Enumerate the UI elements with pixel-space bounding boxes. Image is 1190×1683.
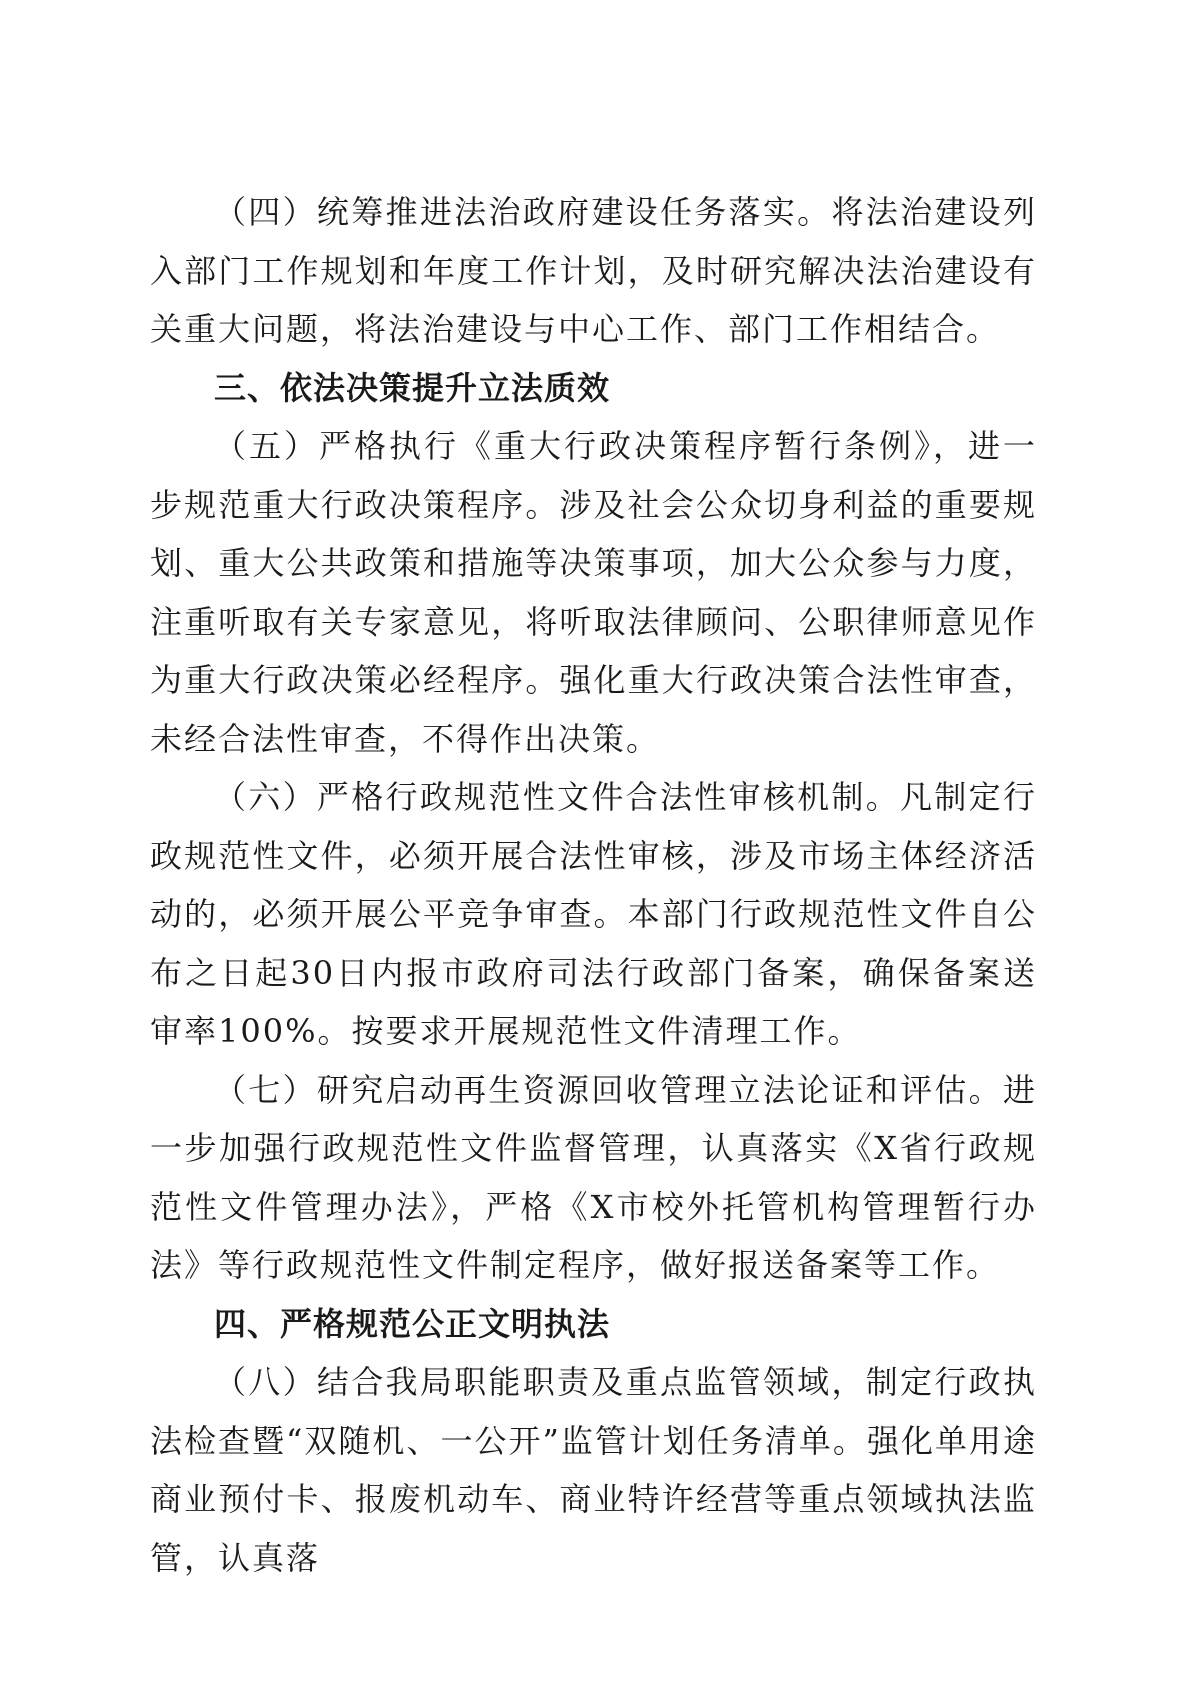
paragraph-6: （六）严格行政规范性文件合法性审核机制。凡制定行政规范性文件，必须开展合法性审核，涉及市场主体经济活动的，必须开展公平竞争审查。本部门行政规范性文件自公布之日起30日内报市政府司法行政部门备案，确保备案送审率100%。按要求开展规范性文件清理工作。 — [150, 778, 1037, 1050]
section-heading-4: 四、严格规范公正文明执法 — [214, 1304, 611, 1343]
paragraph-5: （五）严格执行《重大行政决策程序暂行条例》，进一步规范重大行政决策程序。涉及社会公众切身利益的重要规划、重大公共政策和措施等决策事项，加大公众参与力度，注重听取有关专家意见，将听取法律顾问、公职律师意见作为重大行政决策必经程序。强化重大行政决策合法性审查，未经合法性审查，不得作出决策。 — [150, 427, 1037, 758]
paragraph-4: （四）统筹推进法治政府建设任务落实。将法治建设列入部门工作规划和年度工作计划，及时研究解决法治建设有关重大问题，将法治建设与中心工作、部门工作相结合。 — [150, 193, 1037, 348]
document-body — [150, 183, 1037, 1587]
paragraph-7: （七）研究启动再生资源回收管理立法论证和评估。进一步加强行政规范性文件监督管理，认真落实《X省行政规范性文件管理办法》，严格《X市校外托管机构管理暂行办法》等行政规范性文件制定程序，做好报送备案等工作。 — [150, 1070, 1037, 1284]
paragraph-8: （八）结合我局职能职责及重点监管领域，制定行政执法检查暨“双随机、一公开”监管计划任务清单。强化单用途商业预付卡、报废机动车、商业特许经营等重点领域执法监管，认真落 — [150, 1363, 1037, 1577]
section-heading-3: 三、依法决策提升立法质效 — [214, 368, 611, 407]
